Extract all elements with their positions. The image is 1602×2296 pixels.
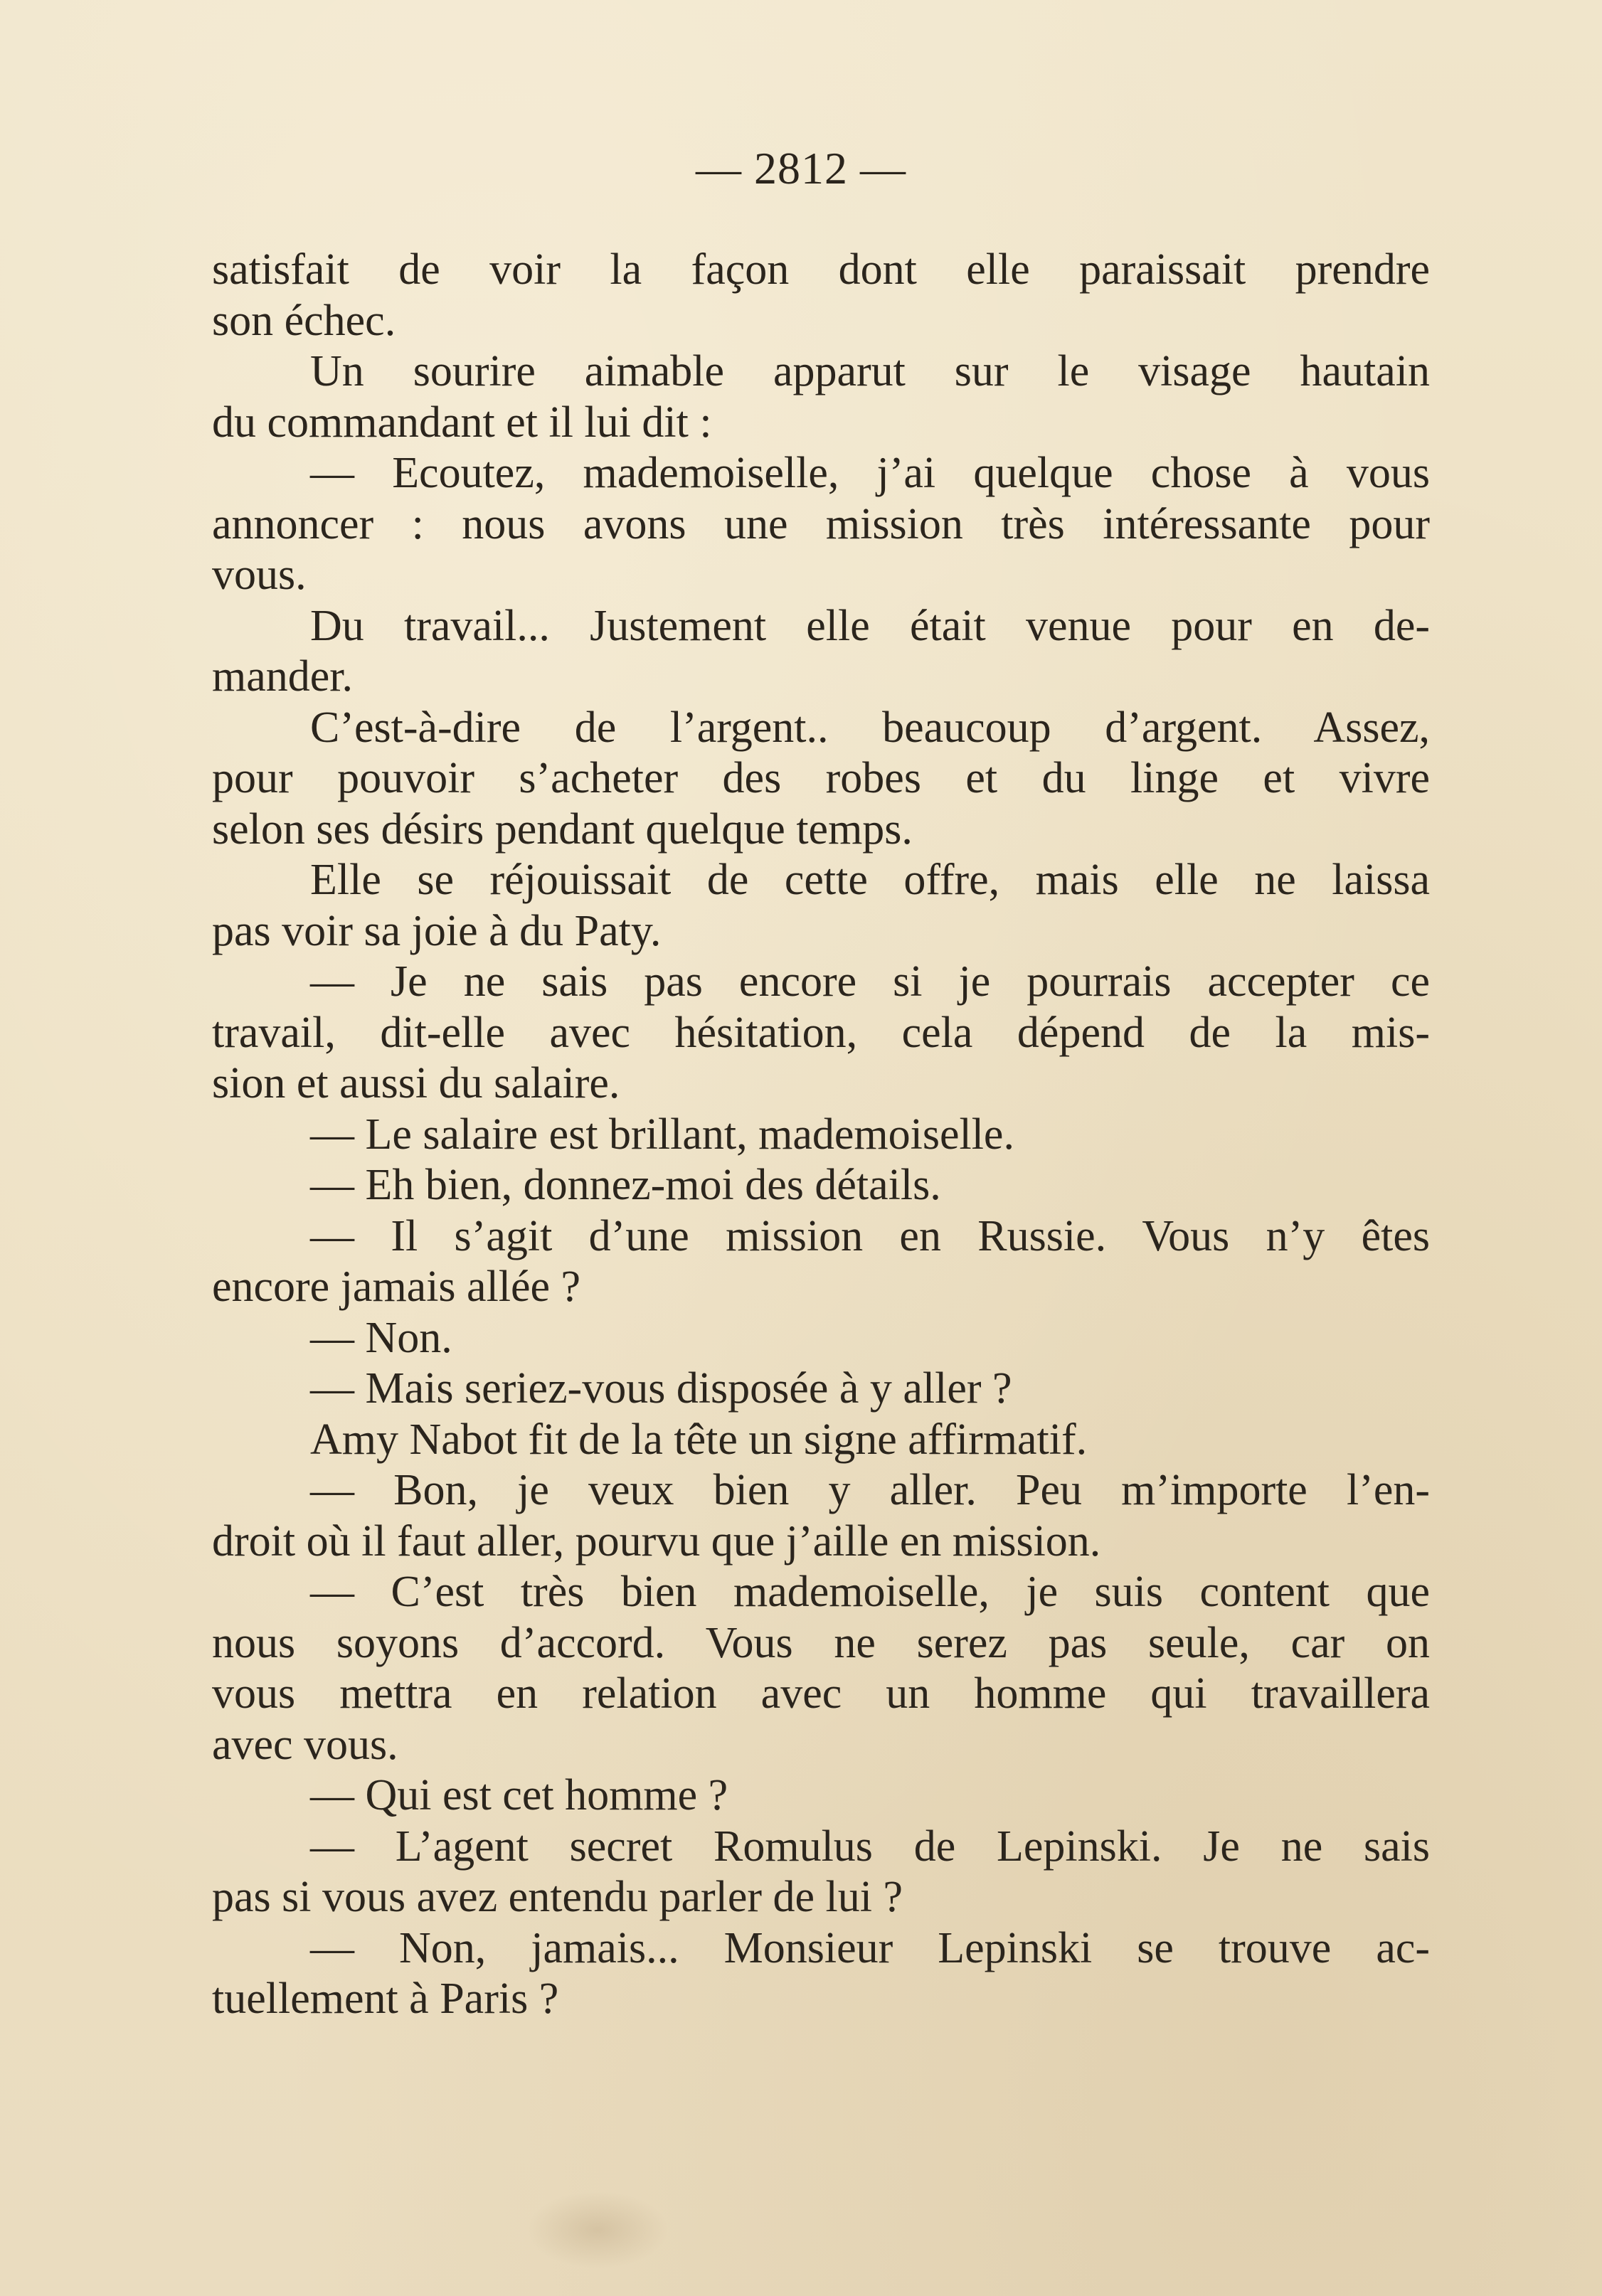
text-line: encore jamais allée ?	[212, 1263, 581, 1311]
text-line: — Bon, je veux bien y aller. Peu m’importe l’en-	[310, 1466, 1430, 1514]
text-line: — Ecoutez, mademoiselle, j’ai quelque chose à vous	[310, 449, 1430, 497]
text-line: — C’est très bien mademoiselle, je suis content que	[310, 1568, 1430, 1616]
text-line: Du travail... Justement elle était venue pour en de-	[310, 601, 1430, 650]
text-line: — Le salaire est brillant, mademoiselle.	[310, 1110, 1014, 1159]
text-line: Un sourire aimable apparut sur le visage hautain	[310, 347, 1430, 395]
text-line: Amy Nabot fit de la tête un signe affirmatif.	[310, 1415, 1088, 1464]
body-text	[212, 245, 1430, 2025]
text-line: — Non.	[310, 1313, 452, 1362]
text-line: avec vous.	[212, 1720, 398, 1769]
text-line: annoncer : nous avons une mission très intéressante pour	[212, 499, 1430, 548]
text-line: — Il s’agit d’une mission en Russie. Vous n’y êtes	[310, 1211, 1430, 1260]
paper-stain	[526, 2191, 669, 2269]
text-line: — L’agent secret Romulus de Lepinski. Je ne sais	[310, 1822, 1430, 1871]
text-line: mander.	[212, 652, 353, 701]
text-line: vous.	[212, 551, 307, 599]
text-line: — Mais seriez-vous disposée à y aller ?	[310, 1364, 1012, 1413]
text-line: son échec.	[212, 296, 396, 345]
text-line: vous mettra en relation avec un homme qui travaillera	[212, 1669, 1430, 1718]
text-line: selon ses désirs pendant quelque temps.	[212, 804, 913, 854]
text-line: Elle se réjouissait de cette offre, mais elle ne laissa	[310, 856, 1430, 904]
text-line: — Je ne sais pas encore si je pourrais accepter ce	[310, 957, 1430, 1006]
page-number: — 2812 —	[696, 143, 906, 193]
text-line: travail, dit-elle avec hésitation, cela dépend de la mis-	[212, 1008, 1430, 1057]
text-line: — Eh bien, donnez-moi des détails.	[310, 1161, 941, 1209]
text-line: pas voir sa joie à du Paty.	[212, 906, 662, 955]
text-line: C’est-à-dire de l’argent.. beaucoup d’argent. Assez,	[310, 703, 1430, 752]
text-line: pas si vous avez entendu parler de lui ?	[212, 1873, 903, 1921]
text-line: sion et aussi du salaire.	[212, 1059, 620, 1107]
text-line: nous soyons d’accord. Vous ne serez pas seule, car on	[212, 1618, 1430, 1667]
text-line: — Non, jamais... Monsieur Lepinski se trouve ac-	[310, 1923, 1430, 1972]
text-line: pour pouvoir s’acheter des robes et du linge et vivre	[212, 754, 1430, 802]
text-line: droit où il faut aller, pourvu que j’aille en mission.	[212, 1516, 1101, 1566]
text-line: tuellement à Paris ?	[212, 1975, 559, 2023]
text-line: du commandant et il lui dit :	[212, 398, 712, 447]
text-line: — Qui est cet homme ?	[310, 1771, 728, 1819]
text-line: satisfait de voir la façon dont elle paraissait prendre	[212, 245, 1430, 294]
